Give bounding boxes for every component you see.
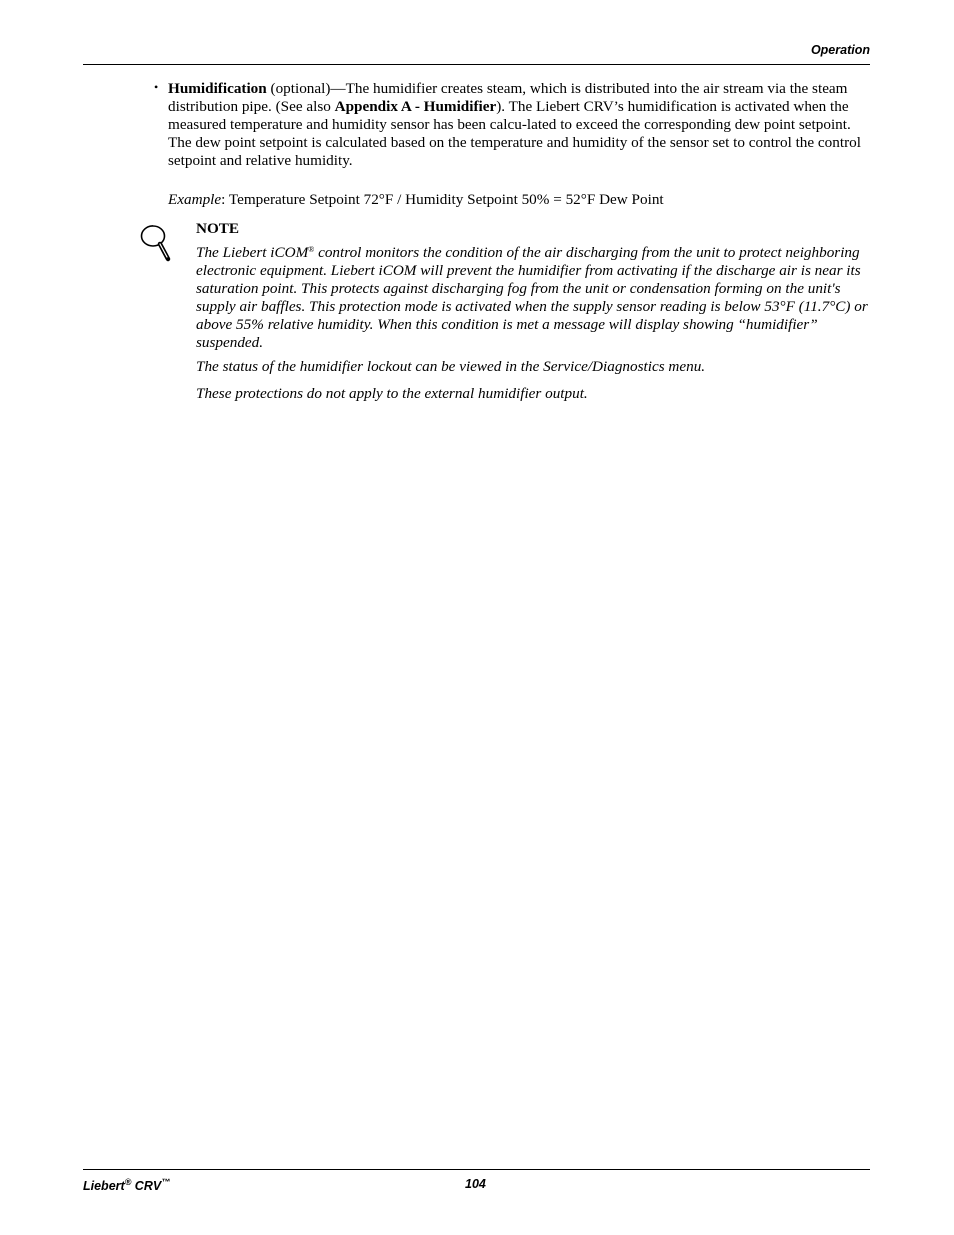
brand-name: Liebert <box>83 1179 125 1193</box>
bullet-marker: • <box>154 80 159 94</box>
appendix-reference: Appendix A - Humidifier <box>334 98 497 115</box>
humidification-paragraph <box>168 80 870 170</box>
example-paragraph <box>168 191 870 209</box>
note-paragraph-2: The status of the humidifier lockout can be viewed in the Service/Diagnostics menu. <box>196 358 706 375</box>
product-name: CRV <box>131 1179 162 1193</box>
running-header: Operation <box>810 43 870 57</box>
note-paragraph-1 <box>196 241 872 352</box>
magnifier-icon <box>139 222 173 264</box>
header-rule <box>83 64 870 65</box>
trademark-mark: ™ <box>161 1177 171 1187</box>
note-p1-after: control monitors the condition of the air discharging from the unit to protect neighboring electronic equipment. Liebert iCOM will prevent the humidifier from activating if the discharge air is near its saturation point. This protects against discharging fog from the unit or condensation forming on the unit's supply air baffles. This protection mode is activated when the supply sensor reading is below 53°F (11.7°C) or above 55% relative humidity. When this condition is met a message will display showing “humidifier” suspended. <box>196 244 868 351</box>
humidification-text-1: (optional)—The humidifier creates steam, which is distributed into the air stream via the steam distribution pipe. (See also <box>168 80 848 115</box>
registered-mark: ® <box>308 245 315 254</box>
humidification-term: Humidification <box>168 80 267 97</box>
note-heading: NOTE <box>196 220 240 237</box>
note-paragraph-3: These protections do not apply to the external humidifier output. <box>196 385 588 402</box>
footer-brand <box>83 1177 170 1193</box>
brand-registered-mark: ® <box>124 1177 132 1187</box>
example-label: Example <box>168 191 222 208</box>
note-p1-before: The Liebert iCOM <box>196 244 309 261</box>
humidification-text-2: ). The Liebert CRV’s humidification is activated when the measured temperature and humidity sensor has been calcu-lated to exceed the corresponding dew point setpoint. The dew point setpoint is calculated based on the temperature and humidity of the sensor set to control the control setpoint and relative humidity. <box>168 98 861 169</box>
example-text: : Temperature Setpoint 72°F / Humidity Setpoint 50% = 52°F Dew Point <box>221 191 664 208</box>
page-number: 104 <box>465 1177 486 1191</box>
footer-rule <box>83 1169 870 1170</box>
